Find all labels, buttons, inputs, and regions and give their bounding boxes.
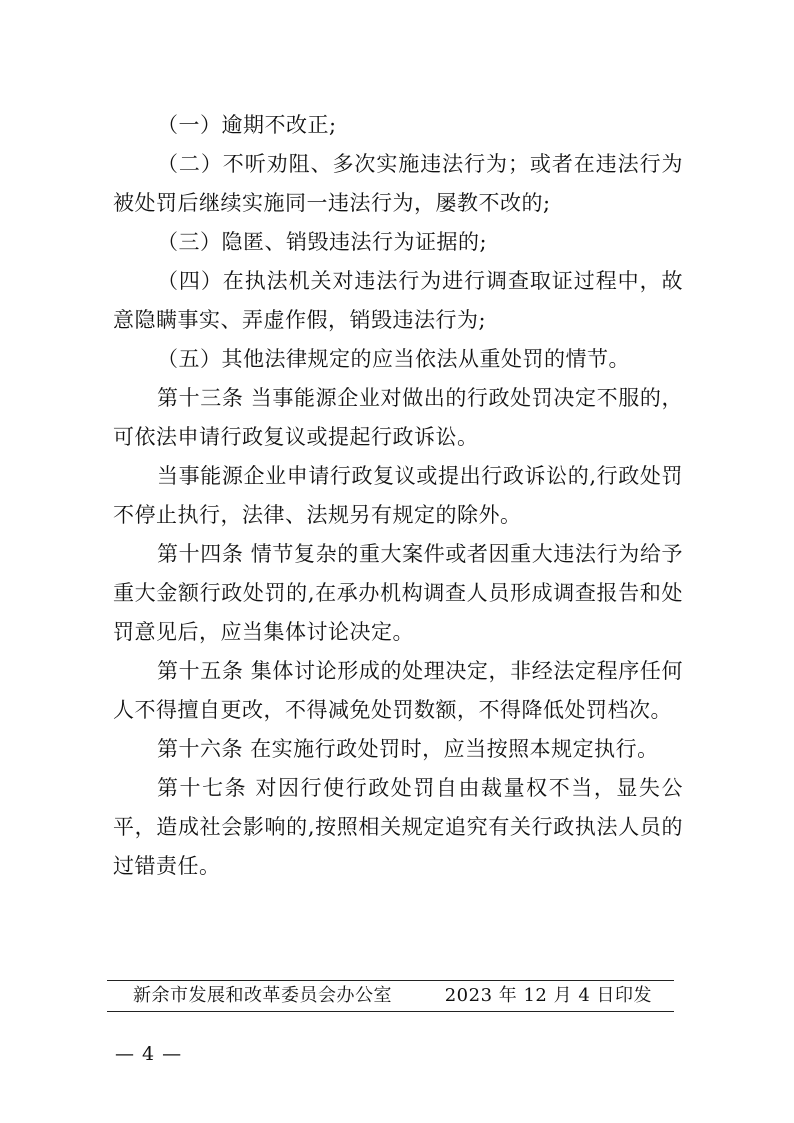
article-15: 第十五条 集体讨论形成的处理决定，非经法定程序任何人不得擅自更改，不得减免处罚数额，不得降低处罚档次。	[113, 659, 683, 722]
clause-item-2: （二）不听劝阻、多次实施违法行为；或者在违法行为被处罚后继续实施同一违法行为，屡教不改的;	[113, 152, 683, 215]
document-body	[113, 106, 683, 886]
issue-date: 2023 年 12 月 4 日印发	[444, 985, 652, 1006]
clause-item-1: （一）逾期不改正;	[157, 113, 337, 137]
article-13: 第十三条 当事能源企业对做出的行政处罚决定不服的，可依法申请行政复议或提起行政诉讼。	[113, 386, 683, 449]
issuing-office: 新余市发展和改革委员会办公室	[133, 985, 392, 1006]
issuance-footer	[107, 982, 674, 1010]
article-13-paragraph-2: 当事能源企业申请行政复议或提出行政诉讼的,行政处罚不停止执行，法律、法规另有规定的除外。	[113, 464, 683, 527]
page-number: — 4 —	[115, 1043, 183, 1065]
clause-item-5: （五）其他法律规定的应当依法从重处罚的情节。	[157, 347, 630, 371]
footer-bottom-rule	[107, 1011, 674, 1012]
article-16: 第十六条 在实施行政处罚时，应当按照本规定执行。	[157, 737, 659, 761]
article-14: 第十四条 情节复杂的重大案件或者因重大违法行为给予重大金额行政处罚的,在承办机构调查人员形成调查报告和处罚意见后，应当集体讨论决定。	[113, 542, 683, 644]
footer-top-rule	[107, 980, 674, 981]
article-17: 第十七条 对因行使行政处罚自由裁量权不当，显失公平，造成社会影响的,按照相关规定追究有关行政执法人员的过错责任。	[113, 776, 683, 878]
clause-item-3: （三）隐匿、销毁违法行为证据的;	[157, 230, 488, 254]
clause-item-4: （四）在执法机关对违法行为进行调查取证过程中，故意隐瞒事实、弄虚作假，销毁违法行为;	[113, 269, 683, 332]
